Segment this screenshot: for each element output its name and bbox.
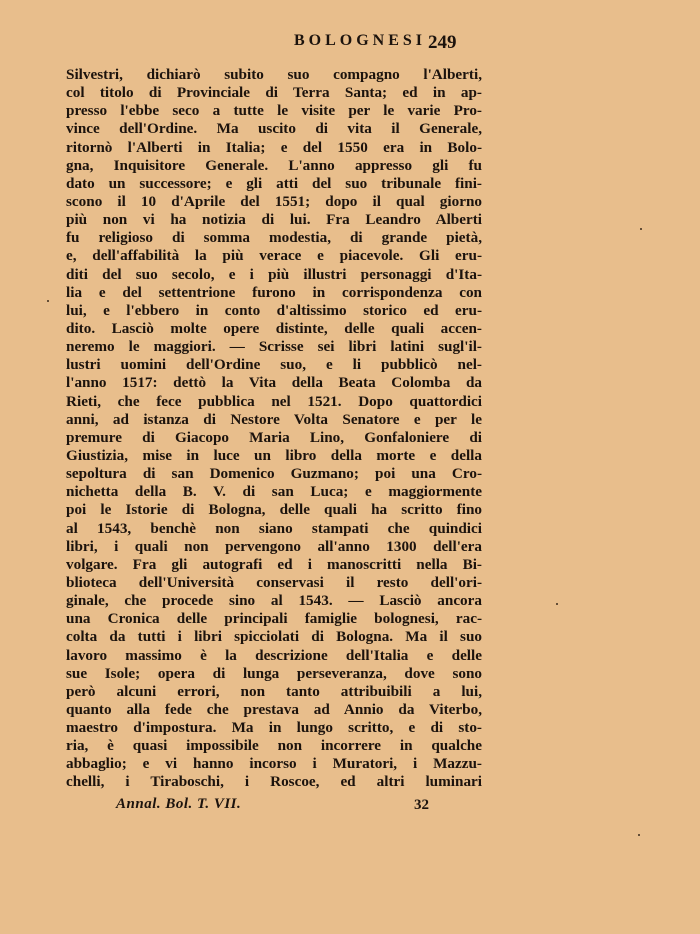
text-line: Giustizia, mise in luce un libro della morte e della	[66, 446, 482, 464]
text-line: abbaglio; e vi hanno incorso i Muratori, i Mazzu-	[66, 755, 482, 773]
text-line: presso l'ebbe seco a tutte le visite per le varie Pro-	[66, 102, 482, 120]
text-line: l'anno 1517: dettò la Vita della Beata Colomba da	[66, 374, 482, 392]
paper-speck	[638, 834, 640, 836]
text-line: anni, ad istanza di Nestore Volta Senatore e per le	[66, 410, 482, 428]
text-line: dito. Lasciò molte opere distinte, delle quali accen-	[66, 319, 482, 337]
text-line: e, dell'affabilità la più verace e piacevole. Gli eru-	[66, 247, 482, 265]
text-line: quanto alla fede che prestava ad Annio da Viterbo,	[66, 700, 482, 718]
text-line: neremo le maggiori. — Scrisse sei libri latini sugl'il-	[66, 338, 482, 356]
text-line: più non vi ha notizia di lui. Fra Leandro Alberti	[66, 211, 482, 229]
text-line: premure di Giacopo Maria Lino, Gonfaloniere di	[66, 428, 482, 446]
text-line: vince dell'Ordine. Ma uscito di vita il Generale,	[66, 120, 482, 138]
text-line: colta da tutti i libri spicciolati di Bologna. Ma il suo	[66, 628, 482, 646]
text-line: nichetta della B. V. di san Luca; e maggiormente	[66, 483, 482, 501]
text-line: sepoltura di san Domenico Guzmano; poi una Cro-	[66, 465, 482, 483]
text-line: poi le Istorie di Bologna, delle quali ha scritto fino	[66, 501, 482, 519]
text-line: libri, i quali non pervengono all'anno 1300 dell'era	[66, 537, 482, 555]
text-line: ria, è quasi impossibile non incorrere in qualche	[66, 737, 482, 755]
text-line: maestro d'impostura. Ma in lungo scritto, e di sto-	[66, 719, 482, 737]
text-line: lia e del settentrione furono in corrispondenza con	[66, 283, 482, 301]
text-line: ginale, che procede sino al 1543. — Lasciò ancora	[66, 592, 482, 610]
text-line: una Cronica delle principali famiglie bolognesi, rac-	[66, 610, 482, 628]
paper-speck	[556, 603, 558, 605]
text-line: Silvestri, dichiarò subito suo compagno l'Alberti,	[66, 66, 482, 83]
text-line: blioteca dell'Università conservasi il resto dell'ori-	[66, 573, 482, 591]
text-line: al 1543, benchè non siano stampati che quindici	[66, 519, 482, 537]
text-line: lustri uomini dell'Ordine suo, e li pubblicò nel-	[66, 356, 482, 374]
paper-speck	[47, 300, 49, 302]
text-line: volgare. Fra gli autografi ed i manoscritti nella Bi-	[66, 555, 482, 573]
text-line: scono il 10 d'Aprile del 1551; dopo il qual giorno	[66, 192, 482, 210]
signature-number: 32	[414, 797, 429, 813]
text-line: lui, e l'ebbero in conto d'altissimo storico ed eru-	[66, 301, 482, 319]
page-number: 249	[428, 32, 457, 53]
text-line: fu religioso di somma modestia, di grande pietà,	[66, 229, 482, 247]
text-line: ritornò l'Alberti in Italia; e del 1550 era in Bolo-	[66, 138, 482, 156]
text-line: Rieti, che fece pubblica nel 1521. Dopo quattordici	[66, 392, 482, 410]
text-line: gna, Inquisitore Generale. L'anno appresso gli fu	[66, 156, 482, 174]
text-line: però alcuni errori, non tanto attribuibili a lui,	[66, 682, 482, 700]
running-title: BOLOGNESI	[293, 32, 427, 49]
text-line: dato un successore; e gli atti del suo tribunale fini-	[66, 174, 482, 192]
paper-speck	[640, 228, 642, 230]
text-line: diti del suo secolo, e i più illustri personaggi d'Ita-	[66, 265, 482, 283]
text-line: lavoro massimo è la descrizione dell'Italia e delle	[66, 646, 482, 664]
text-line: chelli, i Tiraboschi, i Roscoe, ed altri luminari	[66, 773, 482, 791]
text-line: sue Isole; opera di lunga perseveranza, dove sono	[66, 664, 482, 682]
printer-signature: Annal. Bol. T. VII.	[116, 796, 242, 812]
body-text	[66, 66, 482, 792]
text-line: col titolo di Provinciale di Terra Santa; ed in ap-	[66, 84, 482, 102]
